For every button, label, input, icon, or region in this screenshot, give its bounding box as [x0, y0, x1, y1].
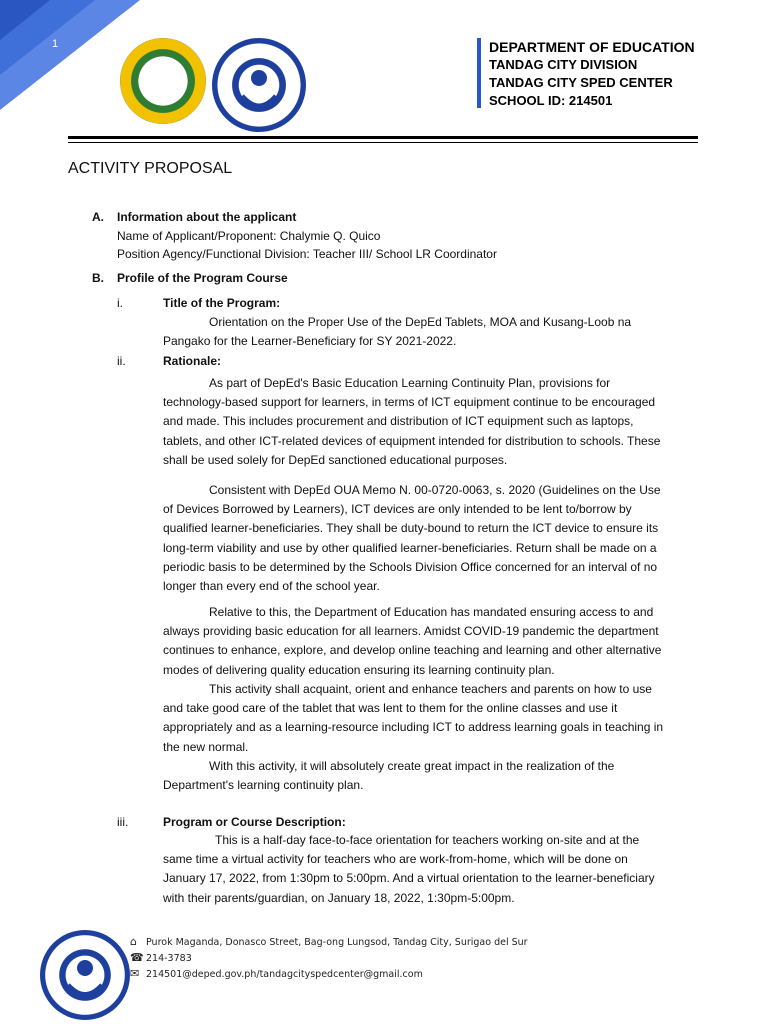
applicant-name: Name of Applicant/Proponent: Chalymie Q. Quico: [117, 229, 381, 243]
footer-email: ✉ 214501@deped.gov.ph/tandagcityspedcenter@gmail.com: [130, 967, 423, 980]
program-title-text: Orientation on the Proper Use of the DepEd Tablets, MOA and Kusang-Loob na Pangako for the Learner-Beneficiary for SY 2021-2022.: [163, 315, 632, 349]
page-number: 1: [52, 38, 59, 50]
item-ii-marker: ii.: [117, 354, 126, 368]
header-rule-thick: [68, 136, 698, 139]
phone-icon: ☎: [130, 951, 144, 964]
item-ii-heading: Rationale:: [163, 354, 222, 368]
course-description-paragraph: This is a half-day face-to-face orientation for teachers working on-site and at the same time a virtual activity for teachers who are work-from-home, which will be done on January 17, 2022, from 1:30pm to 5:00pm. And a virtual orientation to the learner-beneficiary with their parents/guardian, on January 18, 2022, 1:30pm-5:00pm.: [163, 833, 655, 905]
home-icon: ⌂: [130, 935, 137, 948]
section-a-heading: Information about the applicant: [117, 210, 297, 224]
rationale-paragraph-4: This activity shall acquaint, orient and enhance teachers and parents on how to use and take good care of the tablet that was lent to them for the online classes and use it appropriately and as a learning-resource including ICT to address learning goals in teaching in the new normal.: [163, 682, 664, 754]
section-b-heading: Profile of the Program Course: [117, 271, 288, 285]
footer-address: ⌂ Purok Maganda, Donasco Street, Bag-ong Lungsod, Tandag City, Surigao del Sur: [130, 935, 528, 948]
rationale-paragraph-5: With this activity, it will absolutely create great impact in the realization of the Department's learning continuity plan.: [163, 759, 615, 793]
applicant-position: Position Agency/Functional Division: Teacher III/ School LR Coordinator: [117, 247, 497, 261]
header-department: DEPARTMENT OF EDUCATION: [489, 39, 695, 55]
item-i-marker: i.: [117, 296, 123, 310]
rationale-paragraph-3: Relative to this, the Department of Education has mandated ensuring access to and always providing basic education for all learners. Amidst COVID-19 pandemic the department continues to enhance, explore, and develop online teaching and learning and other alternative modes of delivering quality education ensuring its learning continuity plan.: [163, 605, 662, 677]
header-school-id: SCHOOL ID: 214501: [489, 93, 613, 108]
sped-center-seal-logo: [212, 38, 306, 132]
rationale-paragraph-1: As part of DepEd's Basic Education Learning Continuity Plan, provisions for technology-based support for learners, in terms of ICT equipment continue to be encouraged and made. This includes procurement and distribution of ICT equipment such as laptops, tablets, and other ICT-related devices of equipment intended for distribution to schools. These shall be used solely for DepEd sanctioned educational purposes.: [163, 376, 661, 467]
section-a-marker: A.: [92, 210, 104, 224]
item-iii-marker: iii.: [117, 815, 129, 829]
header-division: TANDAG CITY DIVISION: [489, 57, 638, 72]
document-title: ACTIVITY PROPOSAL: [68, 160, 233, 177]
item-i-heading: Title of the Program:: [163, 296, 281, 310]
mail-icon: ✉: [130, 967, 140, 980]
footer-sped-seal-logo: [40, 930, 130, 1020]
header-school: TANDAG CITY SPED CENTER: [489, 75, 673, 90]
header-rule-thin: [68, 142, 698, 143]
corner-decoration: [0, 0, 140, 110]
header-block: [477, 38, 695, 108]
section-b-marker: B.: [92, 271, 104, 285]
rationale-paragraph-2: Consistent with DepEd OUA Memo N. 00-0720-0063, s. 2020 (Guidelines on the Use of Devices Borrowed by Learners), ICT devices are only intended to be lent to/borrow by qualified learner-beneficiaries. They shall be duty-bound to return the ICT device to ensure its long-term viability and use by other qualified learner-beneficiaries. Return shall be made on a periodic basis to be determined by the Schools Division Office concerned for an interval of no longer than every end of the school year.: [163, 483, 661, 594]
footer-phone: ☎ 214-3783: [130, 951, 192, 964]
item-iii-heading: Program or Course Description:: [163, 815, 346, 829]
